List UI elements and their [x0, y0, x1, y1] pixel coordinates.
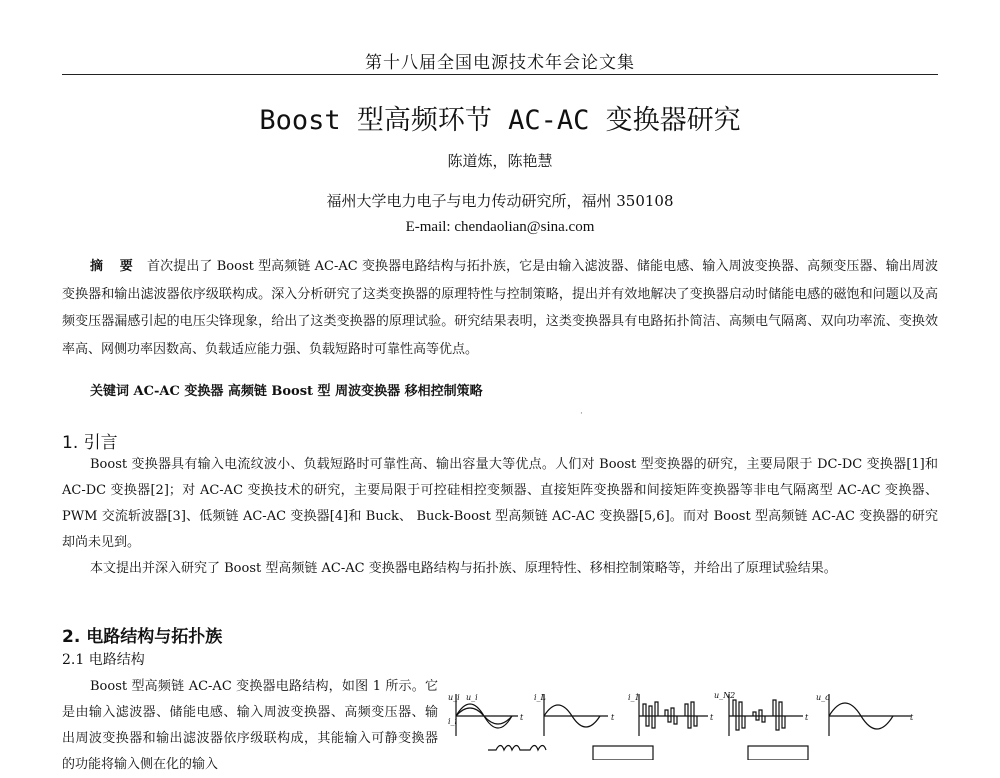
circuit-block — [593, 746, 653, 760]
label-t: t — [611, 713, 615, 722]
section-1-body — [62, 452, 938, 582]
waveform-pulses-2 — [729, 694, 803, 736]
circuit-block — [748, 746, 808, 760]
pulse-train — [643, 702, 697, 728]
label-uo: u_o — [816, 693, 830, 702]
paragraph: Boost 型高频链 AC-AC 变换器电路结构，如图 1 所示。它是由输入滤波器、储能电感、输入周波变换器、高频变压器、输出周波变换器和输出滤波器依序级联构成，其能输入可静变換器的功能将输入侧在化的输入 — [62, 679, 438, 772]
section-1-heading: 1. 引言 — [62, 433, 118, 453]
label-t: t — [520, 713, 524, 722]
running-head: 第十八届全国电源技术年会论文集 — [365, 53, 635, 73]
label-ui-2: u_i — [466, 693, 478, 702]
section-2-body — [62, 674, 438, 778]
paragraph: Boost 变换器具有输入电流纹波小、负载短路时可靠性高、输出容量大等优点。人们对 Boost 型变换器的研究，主要局限于 DC-DC 变换器[1]和 AC-DC 变换器[2]；对 AC-AC 变换技术的研究，主要局限于可控硅相控变频器、直接矩阵变换器和间接矩阵变换器等非电气隔离型 AC-AC 变换器、PWM 交流斩波器[3]、低频链 AC-AC 变换器[4]和 Buck、 Buck-Boost 型高频链 AC-AC 变换器[5,6]。而对 Boost 型高频链 AC-AC 变换器的研究却尚未见到。 — [62, 457, 938, 550]
paper-title: Boost 型高频环节 AC-AC 变换器研究 — [259, 105, 741, 136]
email: E-mail: chendaolian@sina.com — [405, 219, 595, 235]
subsection-2-1-heading: 2.1 电路结构 — [62, 652, 145, 668]
abstract — [62, 253, 938, 363]
circuit-waveform-figure — [448, 690, 918, 760]
waveform-output — [829, 694, 911, 736]
label-ui: u_i — [448, 693, 460, 702]
inductor-symbol — [488, 746, 546, 751]
label-uN2: u_N2 — [714, 691, 736, 700]
abstract-label: 摘 要 — [90, 259, 139, 274]
affiliation: 福州大学电力电子与电力传动研究所，福州 350108 — [326, 192, 674, 210]
label-t: t — [710, 713, 714, 722]
label-ii: i_i — [448, 717, 458, 726]
label-i1: i_1 — [628, 693, 640, 702]
waveform-pulses-1 — [639, 694, 708, 736]
label-iL: i_L — [534, 693, 546, 702]
keywords: 关键词 AC-AC 变换器 高频链 Boost 型 周波变换器 移相控制策略 — [90, 384, 483, 399]
label-t: t — [805, 713, 809, 722]
header-rule — [62, 74, 938, 75]
section-2-heading: 2. 电路结构与拓扑族 — [62, 627, 223, 647]
stray-dot: · — [580, 409, 583, 419]
label-t: t — [910, 713, 914, 722]
paragraph: 本文提出并深入研究了 Boost 型高频链 AC-AC 变换器电路结构与拓扑族、原理特性、移相控制策略等，并给出了原理试验结果。 — [90, 561, 837, 576]
abstract-text: 首次提出了 Boost 型高频链 AC-AC 变换器电路结构与拓扑族，它是由输入滤波器、储能电感、输入周波变换器、高频变压器、输出周波变换器和输出滤波器依序级联构成。深入分析研究了这类变换器的原理特性与控制策略，提出并有效地解决了变换器启动时储能电感的磁饱和问题以及高频变压器漏感引起的电压尖锋现象，给出了这类变换器的原理试验。研究结果表明，这类变换器具有电路拓扑简洁、高频电气隔离、双向功率流、变换效率高、网侧功率因数高、负载适应能力强、负载短路时可靠性高等优点。 — [62, 259, 938, 357]
authors: 陈道炼，陈艳慧 — [447, 152, 553, 170]
pulse-train — [733, 700, 785, 730]
waveform-inductor — [544, 694, 608, 736]
